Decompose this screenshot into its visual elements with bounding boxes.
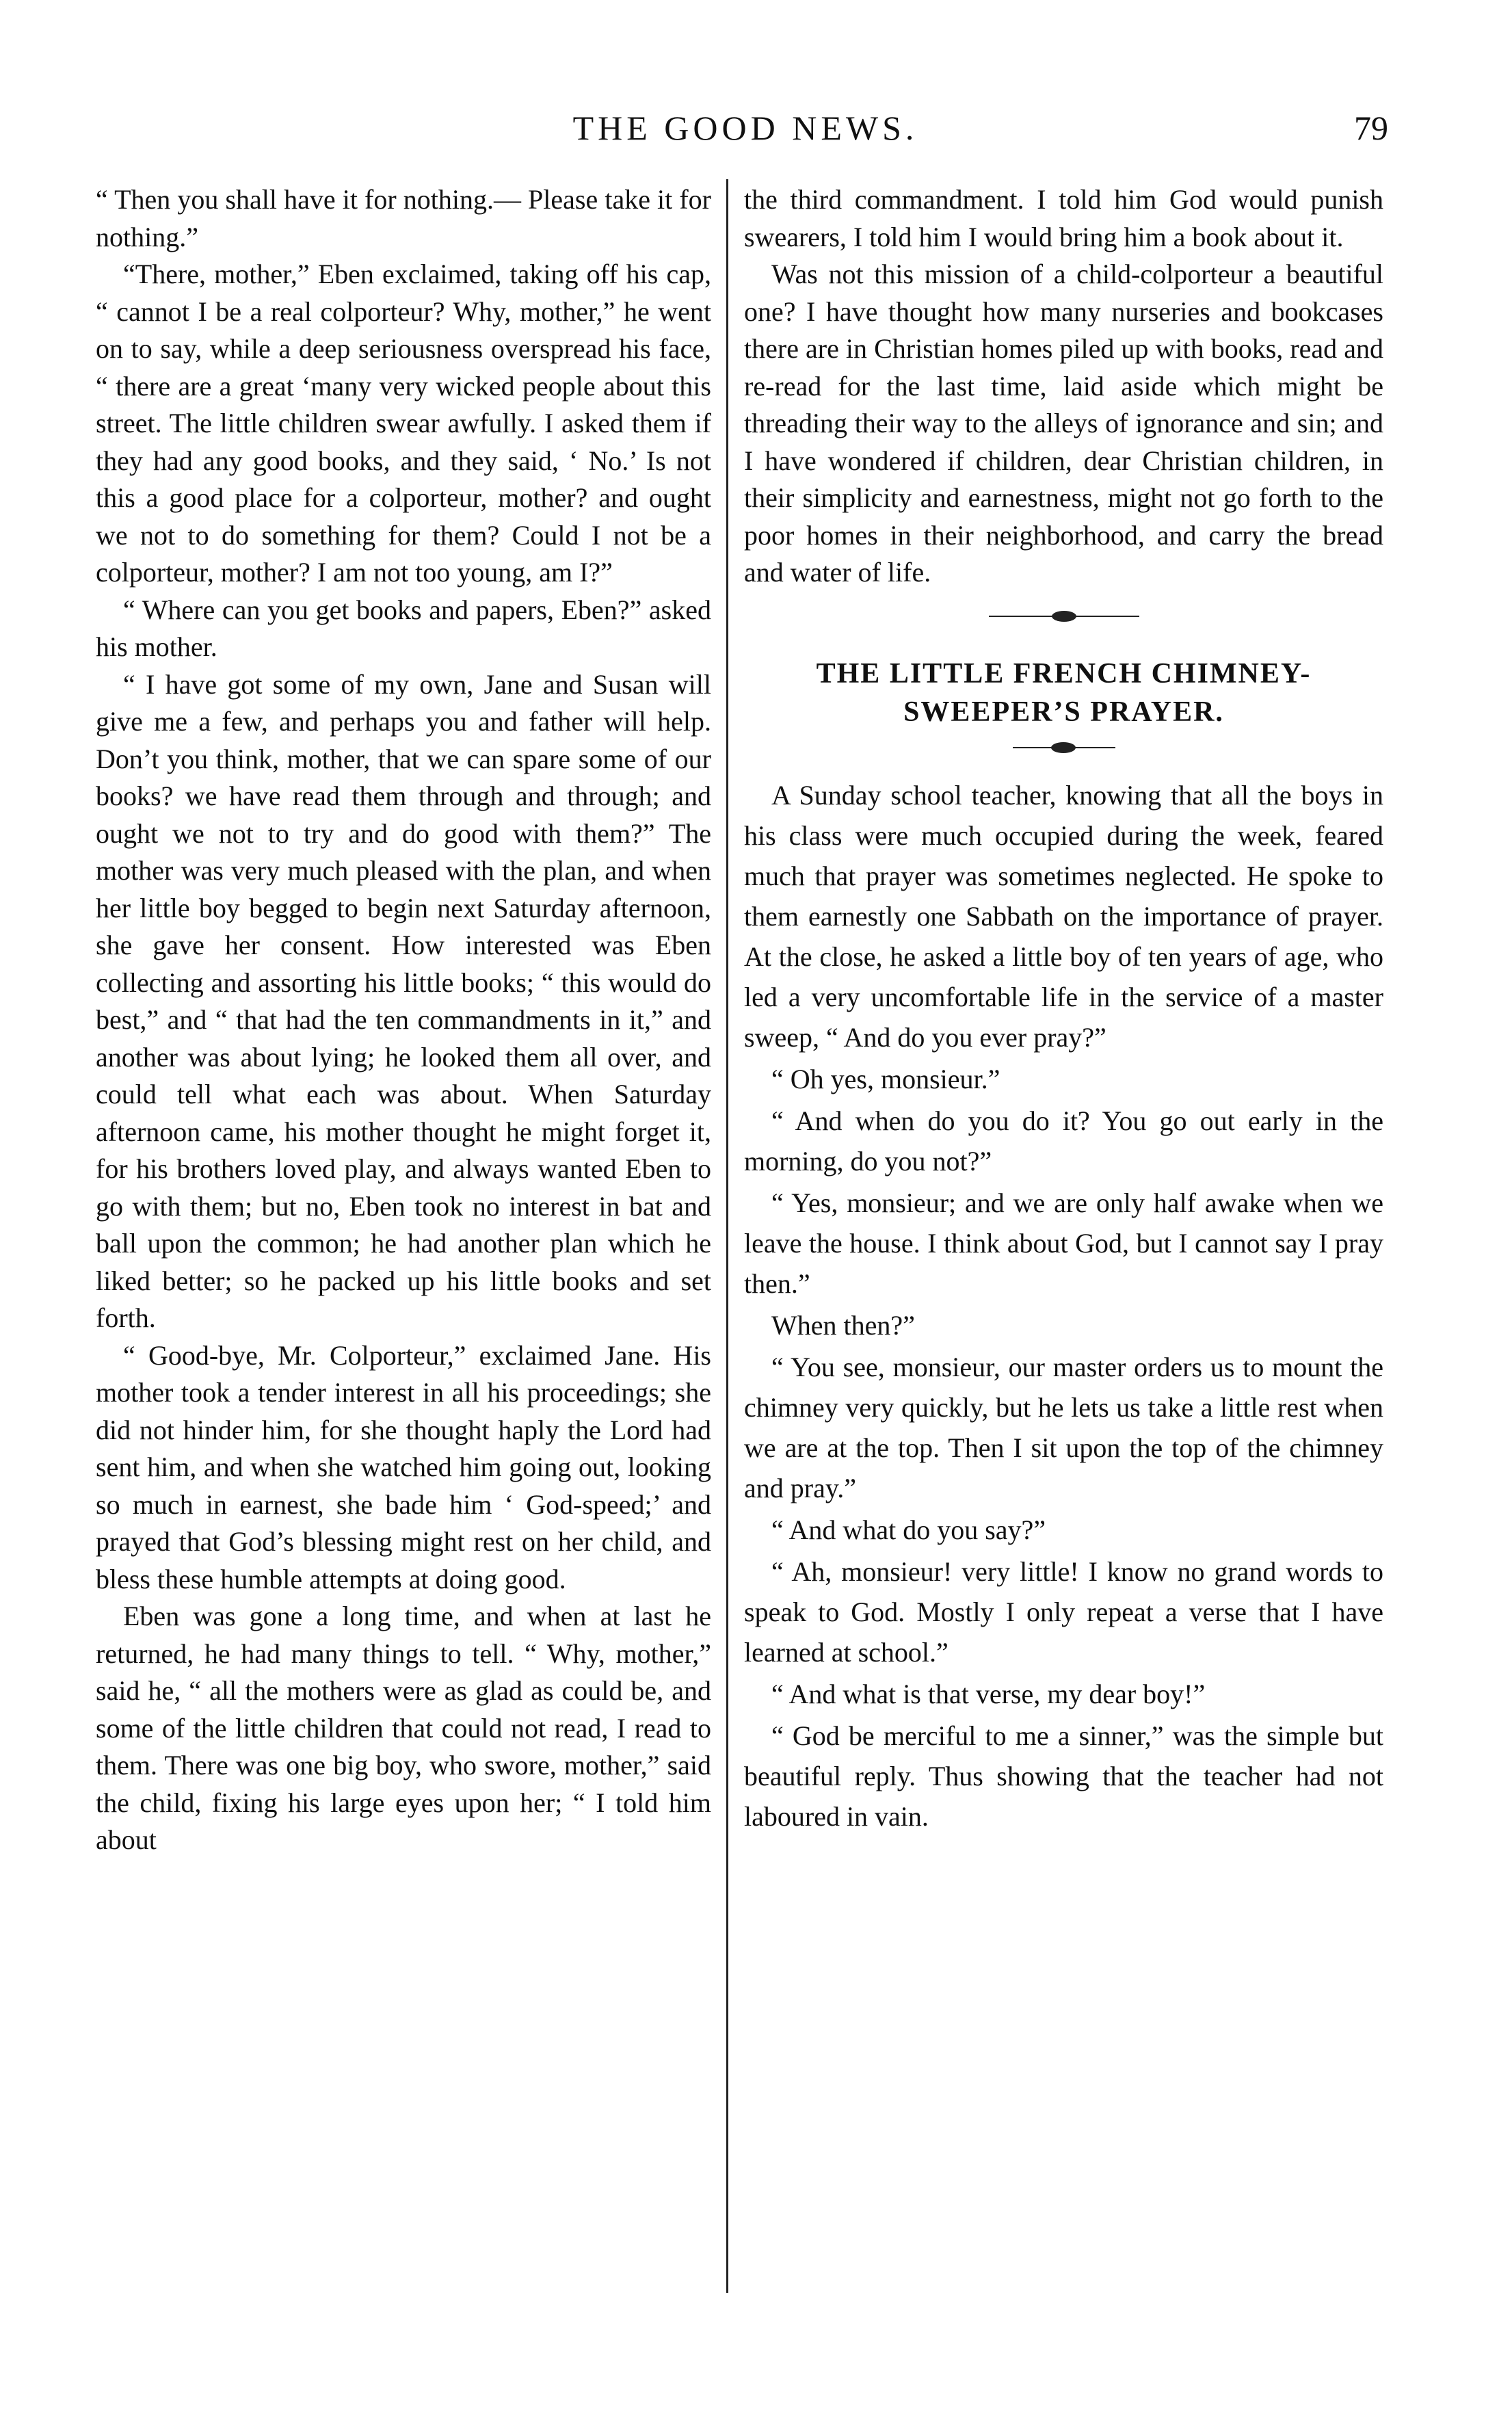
paragraph: “ Good-bye, Mr. Colporteur,” exclaimed Jane. His mother took a tender interest in all his proceedings; she did not hinder him, for she thought haply the Lord had sent him, and when she watched him going out, looking so much in earnest, she bade him ‘ God-speed;’ and prayed that God’s blessing might rest on her child, and bless these humble attempts at doing good. <box>96 1339 711 1594</box>
paragraph: A Sunday school teacher, knowing that all the boys in his class were much occupied during the week, feared much that prayer was sometimes neglected. He spoke to them earnestly one Sabbath on the importance of prayer. At the close, he asked a little boy of ten years of age, who led a very uncomfortable life in the service of a master sweep, “ And do you ever pray?” <box>744 779 1383 1053</box>
page-number: 79 <box>1354 109 1388 147</box>
paragraph: “ Yes, monsieur; and we are only half awake when we leave the house. I think about God, but I cannot say I pray then.” <box>744 1187 1383 1299</box>
title-ornament <box>1013 741 1115 754</box>
paragraph: “ You see, monsieur, our master orders us to mount the chimney very quickly, but he lets us take a little rest when we are at the top. Then I sit upon the top of the chimney and pray.” <box>744 1351 1383 1503</box>
paragraph: “ And what do you say?” <box>771 1514 1046 1545</box>
article-body <box>744 775 1383 1837</box>
paragraph: the third commandment. I told him God would punish swearers, I told him I would bring him a book about it. <box>744 184 1383 252</box>
right-column <box>744 181 1383 2295</box>
paragraph: Was not this mission of a child-colporteur a beautiful one? I have thought how many nurseries and bookcases there are in Christian homes piled up with books, read and re-read for the last time, laid aside which might be threading their way to the alleys of ignorance and sin; and I have wondered if children, dear Christian children, in their simplicity and earnestness, might not go forth to the poor homes in their neighborhood, and carry the bread and water of life. <box>744 259 1383 588</box>
paragraph: Eben was gone a long time, and when at last he returned, he had many things to tell. “ Why, mother,” said he, “ all the mothers were as glad as could be, and some of the little children that could not read, I read to them. There was one big boy, who swore, mother,” said the child, fixing his large eyes upon her; “ I told him about <box>96 1601 711 1855</box>
section-ornament <box>989 609 1139 623</box>
publication-title: THE GOOD NEWS. <box>572 109 918 147</box>
paragraph: “There, mother,” Eben exclaimed, taking off his cap, “ cannot I be a real colporteur? Why, mother,” he went on to say, while a deep seriousness overspread his face, “ there are a great ‘many very wicked people about this street. The little children swear awfully. I asked them if they had any good books, and they said, ‘ No.’ Is not this a good place for a colporteur, mother? and ought we not to do something for them? Could I not be a colporteur, mother? I am not too young, am I?” <box>96 259 711 588</box>
paragraph: “ And what is that verse, my dear boy!” <box>771 1678 1206 1709</box>
paragraph: “ Where can you get books and papers, Eben?” asked his mother. <box>96 594 711 662</box>
paragraph: “ Then you shall have it for nothing.— Please take it for nothing.” <box>96 184 711 252</box>
left-column <box>96 181 711 2295</box>
running-head <box>103 108 1388 156</box>
column-divider <box>726 179 728 2293</box>
article-title: THE LITTLE FRENCH CHIMNEY-SWEEPER’S PRAYER. <box>816 657 1312 728</box>
paragraph: “ Oh yes, monsieur.” <box>771 1063 1000 1094</box>
paragraph: “ Ah, monsieur! very little! I know no grand words to speak to God. Mostly I only repeat a verse that I have learned at school.” <box>744 1555 1383 1668</box>
paragraph: “ I have got some of my own, Jane and Susan will give me a few, and perhaps you and father will help. Don’t you think, mother, that we can spare some of our books? we have read them through and through; and ought we not to try and do good with them?” The mother was very much pleased with the plan, and when her little boy begged to begin next Saturday afternoon, she gave her consent. How interested was Eben collecting and assorting his little books; “ this would do best,” and “ that had the ten commandments in it,” and another was about lying; he looked them all over, and could tell what each was about. When Saturday afternoon came, his mother thought he might forget it, for his brothers loved play, and always wanted Eben to go with them; but no, Eben took no interest in bat and ball upon the common; he had another plan which he liked better; so he packed up his little books and set forth. <box>96 668 711 1333</box>
paragraph: “ And when do you do it? You go out early in the morning, do you not?” <box>744 1105 1383 1177</box>
paragraph: When then?” <box>771 1309 915 1341</box>
paragraph: “ God be merciful to me a sinner,” was the simple but beautiful reply. Thus showing that the teacher had not laboured in vain. <box>744 1720 1383 1832</box>
